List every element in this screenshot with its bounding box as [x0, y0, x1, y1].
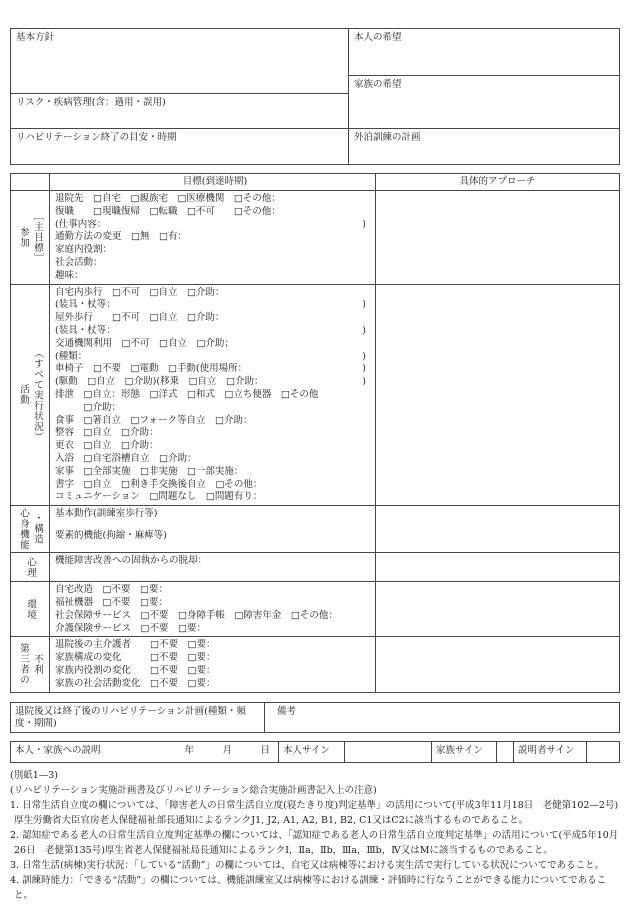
post-discharge-plan-box [10, 702, 620, 733]
environment-label-cell [11, 582, 50, 636]
environment-approach-cell [376, 582, 619, 636]
top-right-column [349, 29, 619, 164]
form-line-text: 食事 □箸自立 □フォーク等自立 □介助： [55, 414, 253, 426]
form-line-text: 社会活動： [55, 256, 103, 268]
table-header-row [11, 174, 619, 191]
form-line [55, 453, 375, 466]
post-discharge-plan-label: 退院後又は終了後のリハビリテーション計画(種類・頻度・期間) [15, 705, 246, 730]
overnight-training-cell [349, 129, 619, 164]
notes-title: (リハビリテーション実施計画書及びリハビリテーション総合実施計画書記入上の注意) [10, 784, 377, 796]
third-party-sublabel: 不利 [32, 653, 43, 675]
goal-approach-table [10, 173, 620, 693]
note-item-4: 4. 訓練時能力：「できる“活動”」の欄については、機能訓練室又は病棟等における訓練・評価時に行なうことができる能力についてであること。 [10, 874, 607, 901]
activity-label-cell [11, 285, 50, 506]
form-line-text: 基本動作(訓練室歩行等) [55, 508, 158, 520]
top-left-column [11, 29, 349, 164]
risk-management-cell [11, 94, 348, 129]
form-line-text: (種類： [55, 350, 88, 362]
form-line-text: 福祉機器 □不要 □要： [55, 596, 168, 608]
form-line [55, 479, 375, 492]
form-line [55, 508, 375, 521]
note-item-3: 3. 日常生活(病棟)実行状況：「している“活動”」の欄については、自宅又は病棟等における実生活で実行している状況についてであること。 [10, 859, 605, 871]
family-sign-label: 家族サイン [436, 745, 483, 757]
form-line-text: 要素的機能(拘縮・麻痺等) [55, 529, 167, 541]
body-function-row [11, 506, 619, 553]
form-line [55, 287, 375, 300]
third-party-label-cell [11, 637, 50, 691]
environment-row [11, 582, 619, 637]
form-line [55, 415, 375, 428]
remarks-cell [265, 703, 619, 732]
participation-label: 参加 [18, 226, 29, 248]
form-line [55, 530, 375, 543]
form-line-text: 家族内役割の変化 □不要 □要： [55, 664, 216, 676]
close-paren: ) [362, 299, 366, 311]
third-party-approach-cell [376, 637, 619, 691]
activity-row [11, 285, 619, 507]
rehab-end-estimate-label: リハビリテーション終了の目安・時期 [16, 132, 177, 143]
close-paren: ) [362, 350, 366, 362]
form-line-text: 屋外歩行 □不可 □自立 □介助： [55, 312, 225, 324]
form-line [55, 597, 375, 610]
form-line [55, 652, 375, 665]
participation-label-cell [11, 191, 50, 284]
explainer-sign-label-cell [514, 742, 587, 762]
form-line-text: 社会保障サービス □不要 □身障手帳 □障害年金 □その他： [55, 609, 338, 621]
form-line [55, 584, 375, 597]
close-paren: ) [362, 363, 366, 375]
psychology-label-cell [11, 553, 50, 581]
body-function-label: 心身機能 [18, 508, 29, 551]
form-line-text: 家事 □全部実施 □非実施 □一部実施： [55, 465, 244, 477]
form-line-text: コミュニケーション □問題なし □問題有り： [55, 491, 263, 503]
approach-column-header [376, 174, 619, 190]
environment-goal-cell [50, 582, 376, 636]
form-line-text: 家族の社会活動変化 □不要 □要： [55, 677, 216, 689]
environment-label: 環境 [25, 598, 36, 620]
overnight-training-label: 外泊訓練の計画 [354, 132, 421, 143]
participation-row [11, 191, 619, 285]
family-sign-field [497, 742, 514, 762]
note-item-2: 2. 認知症である老人の日常生活自立度判定基準の欄については、「認知症である老人の日常生活自立度判定基準」の活用について(平成5年10月26日 老健第135号)厚生省老人保健福祉局長通知によるランクⅠ，Ⅱa，Ⅱb，Ⅲa，Ⅲb，Ⅳ又はMに該当するものであること。 [10, 829, 619, 856]
third-party-label: 第三者の [18, 643, 29, 686]
form-line-text: 自宅改造 □不要 □要： [55, 584, 168, 596]
explainer-sign-label: 説明者サイン [518, 745, 575, 757]
form-line-text: (仕事内容： [55, 218, 107, 230]
approach-header-label: 具体的アプローチ [459, 175, 536, 187]
form-line [55, 325, 375, 338]
activity-label: 活動 [18, 384, 29, 406]
form-line-text: (駆動 □自立 □介助)(移乗 □自立 □介助： [55, 376, 264, 388]
form-line-text: 入浴 □自宅浴槽自立 □介助： [55, 452, 197, 464]
psychology-row [11, 553, 619, 582]
family-sign-label-cell [432, 742, 497, 762]
form-line-text: 整容 □自立 □介助： [55, 427, 159, 439]
third-party-goal-cell [50, 637, 376, 691]
form-line [55, 427, 375, 440]
header-corner-cell [11, 174, 50, 190]
form-line [55, 466, 375, 479]
form-line [55, 299, 375, 312]
form-line [55, 219, 375, 232]
form-line [55, 257, 375, 270]
patient-hope-label: 本人の希望 [354, 32, 402, 43]
form-line [55, 270, 375, 283]
form-line-text: 交通機関利用 □不可 □自立 □介助； [55, 337, 234, 349]
post-discharge-plan-cell [11, 703, 265, 732]
family-hope-label: 家族の希望 [354, 79, 402, 90]
body-function-goal-cell [50, 506, 376, 552]
patient-sign-field [345, 742, 432, 762]
form-line [55, 231, 375, 244]
note-item-1: 1. 日常生活自立度の欄については、「障害老人の日常生活自立度(寝たきり度)判定基準」の活用について(平成3年11月18日 老健第102—2号)厚生労働省大臣官房老人保健福祉部長通知によるランクJ1, J2, A1, A2, B1, B2, C1又はC2に該当するものであること。 [10, 799, 619, 826]
form-line-text: 車椅子 □不要 □電動 □手動(使用場所： [55, 363, 248, 375]
form-line-text: 排泄 □自立：形態 □洋式 □和式 □立ち便器 □その他 [55, 388, 319, 400]
date-label: 年 月 日 [184, 745, 270, 757]
form-line-text: 家庭内役割： [55, 244, 113, 256]
basic-policy-label: 基本方針 [16, 32, 55, 43]
explanation-label: 本人・家族への説明 [15, 745, 101, 757]
form-line [55, 610, 375, 623]
form-line [55, 338, 375, 351]
form-line-text: □介助： [55, 401, 121, 413]
form-page [10, 28, 620, 903]
patient-sign-label: 本人サイン [283, 745, 330, 757]
form-line [55, 402, 375, 415]
form-line-text: (装具・杖等： [55, 324, 116, 336]
form-line [55, 244, 375, 257]
explainer-sign-field [587, 742, 619, 762]
participation-goal-cell [50, 191, 376, 284]
form-line [55, 376, 375, 389]
basic-policy-cell [11, 29, 348, 94]
close-paren: ) [362, 218, 366, 230]
form-line [55, 206, 375, 219]
form-line [55, 363, 375, 376]
form-line-text: 退院先 □自宅 □親族宅 □医療機関 □その他： [55, 193, 281, 204]
activity-goal-cell [50, 285, 376, 506]
form-line-text: (装具・杖等： [55, 299, 116, 311]
remarks-label: 備考 [277, 705, 297, 717]
signature-row [10, 741, 620, 763]
psychology-goal-cell [50, 553, 376, 581]
rehab-end-estimate-cell [11, 129, 348, 164]
body-function-sublabel: ・構造 [32, 513, 43, 545]
form-line [55, 440, 375, 453]
patient-hope-cell [349, 29, 619, 76]
form-line-text: 介護保険サービス □不要 □要： [55, 622, 206, 634]
form-line [55, 312, 375, 325]
form-line-text: 自宅内歩行 □不可 □自立 □介助： [55, 286, 225, 298]
form-line [55, 491, 375, 504]
form-line-text: 復職 □現職復帰 □転職 □不可 □その他： [55, 205, 281, 217]
close-paren: ) [362, 324, 366, 336]
form-line-text: 書字 □自立 □利き手交換後自立 □その他： [55, 478, 263, 490]
form-line [55, 389, 375, 402]
goal-header-label: 目標(到達時期) [182, 176, 248, 188]
top-summary-table [10, 28, 620, 165]
footer-notes [10, 768, 620, 903]
form-line [55, 665, 375, 678]
patient-sign-label-cell [279, 742, 345, 762]
goal-column-header [50, 174, 376, 190]
activity-sublabel: （すべて実行状況） [32, 347, 43, 443]
sheet-number: (別紙1—3) [10, 769, 59, 781]
participation-approach-cell [376, 191, 619, 284]
form-line-text: 家族構成の変化 □不要 □要： [55, 652, 216, 664]
body-function-label-cell [11, 506, 50, 552]
psychology-label: 心理 [25, 556, 36, 578]
form-line-text: 更衣 □自立 □介助： [55, 440, 159, 452]
form-line-text: 機能障害改善への固執からの脱却： [55, 555, 208, 567]
activity-approach-cell [376, 285, 619, 506]
form-line [55, 351, 375, 364]
form-line [55, 555, 375, 568]
form-line [55, 678, 375, 691]
form-line-text: 通勤方法の変更 □無 □有： [55, 231, 187, 243]
form-line-text: 趣味： [55, 269, 84, 281]
psychology-approach-cell [376, 553, 619, 581]
risk-management-label: リスク・疾病管理(含：過用・誤用) [16, 97, 166, 108]
family-hope-cell [349, 76, 619, 129]
close-paren: ) [362, 376, 366, 388]
participation-sublabel: ［主目標］ [32, 211, 43, 264]
form-line [55, 639, 375, 652]
explanation-date-cell [11, 742, 279, 762]
third-party-row [11, 637, 619, 691]
form-line-text: 退院後の主介護者 □不要 □要： [55, 639, 216, 651]
form-line [55, 623, 375, 636]
form-line [55, 193, 375, 206]
body-function-approach-cell [376, 506, 619, 552]
